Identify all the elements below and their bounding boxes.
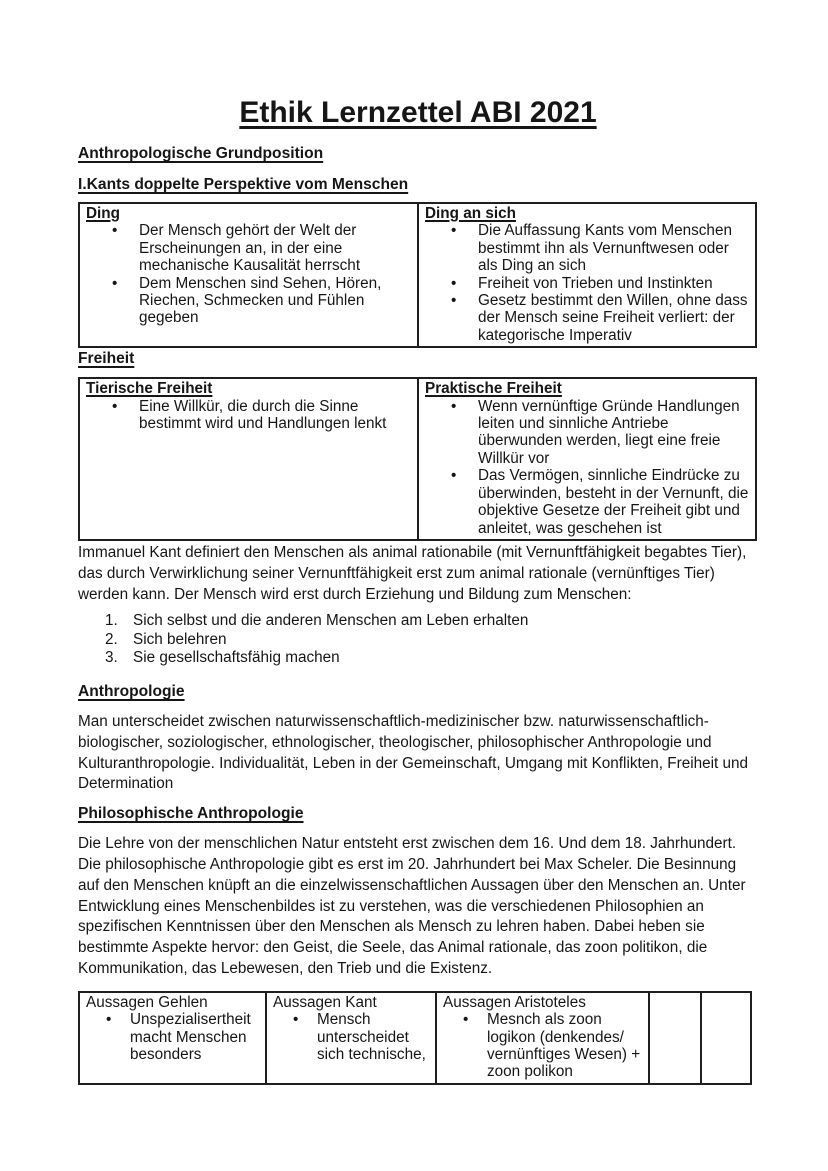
bullet-list-ding-an-sich: [425, 222, 749, 344]
list-item: • Die Auffassung Kants vom Menschen bestimmt ihn als Vernunftwesen oder als Ding an sich: [478, 222, 749, 274]
numbered-list-erziehung: [78, 612, 758, 668]
table-row: [79, 203, 756, 347]
bullet-list-aussagen-aristoteles: [443, 1011, 642, 1081]
paragraph-kant-definition: Immanuel Kant definiert den Menschen als animal rationabile (mit Vernunftfähigkeit begabtes Tier), das durch Verwirklichung seiner Vernunftfähigkeit erst zum animal rationale (vernünftiges Tier) werden kann. Der Mensch wird erst durch Erziehung und Bildung zum Menschen:: [78, 543, 747, 603]
cell-tierische-freiheit: [79, 378, 418, 540]
list-item: • Das Vermögen, sinnliche Eindrücke zu überwinden, besteht in der Vernunft, die objektive Gesetze der Freiheit gibt und anleitet, was geschehen ist: [478, 467, 749, 537]
list-item: • Der Mensch gehört der Welt der Erscheinungen an, in der eine mechanische Kausalität herrscht: [139, 222, 411, 274]
cell-empty-1: [649, 992, 701, 1084]
cell-ding: [79, 203, 418, 347]
list-item: • Unspezialisertheit macht Menschen besonders: [130, 1011, 259, 1063]
cell-aussagen-kant: [266, 992, 436, 1084]
list-item: • Wenn vernünftige Gründe Handlungen leiten und sinnliche Antriebe überwunden werden, liegt eine freie Willkür vor: [478, 398, 749, 468]
cell-aussagen-aristoteles: [436, 992, 649, 1084]
list-item: • Eine Willkür, die durch die Sinne bestimmt wird und Handlungen lenkt: [139, 398, 411, 433]
bullet-list-aussagen-kant: [273, 1011, 429, 1063]
table-row: [79, 378, 756, 540]
heading-anthropologische-grundposition: Anthropologische Grundposition: [78, 145, 324, 162]
table-freiheit: [78, 377, 757, 541]
list-item: Sich selbst und die anderen Menschen am Leben erhalten: [133, 612, 529, 630]
cell-empty-2: [701, 992, 751, 1084]
cell-aussagen-gehlen: [79, 992, 266, 1084]
paragraph-anthropologie: Man unterscheidet zwischen naturwissenschaftlich-medizinischer bzw. naturwissenschaftlich-biologischer, soziologischer, ethnologischer, theologischer, philosophischer Anthropologie und Kulturanthropologie. Individualität, Leben in der Gemeinschaft, Umgang mit Konflikten, Freiheit und Determination: [78, 713, 749, 793]
cell-header-aussagen-kant: Aussagen Kant: [273, 993, 377, 1011]
list-item: • Freiheit von Trieben und Instinkten: [478, 275, 749, 292]
cell-header-aussagen-gehlen: Aussagen Gehlen: [86, 993, 208, 1011]
table-row: [79, 992, 751, 1084]
page-title: Ethik Lernzettel ABI 2021: [239, 96, 597, 129]
cell-praktische-freiheit: [418, 378, 756, 540]
cell-header-praktische-freiheit: Praktische Freiheit: [425, 380, 562, 398]
list-item: Sie gesellschaftsfähig machen: [133, 649, 340, 667]
table-ding: [78, 202, 757, 348]
list-item: • Gesetz bestimmt den Willen, ohne dass der Mensch seine Freiheit verliert: der kategorische Imperativ: [478, 292, 749, 344]
cell-header-tierische-freiheit: Tierische Freiheit: [86, 380, 213, 398]
heading-philosophische-anthropologie: Philosophische Anthropologie: [78, 805, 304, 823]
bullet-list-tierische-freiheit: [86, 398, 411, 433]
bullet-list-praktische-freiheit: [425, 398, 749, 537]
bullet-list-aussagen-gehlen: [86, 1011, 259, 1063]
heading-kants-perspektive: I.Kants doppelte Perspektive vom Menschen: [78, 176, 409, 193]
cell-ding-an-sich: [418, 203, 756, 347]
list-item: • Mensch unterscheidet sich technische,: [317, 1011, 429, 1063]
cell-header-aussagen-aristoteles: Aussagen Aristoteles: [443, 993, 586, 1011]
table-aussagen: [78, 991, 752, 1085]
cell-header-ding-an-sich: Ding an sich: [425, 205, 516, 222]
list-item: Sich belehren: [133, 630, 227, 648]
list-item: • Dem Menschen sind Sehen, Hören, Riechen, Schmecken und Fühlen gegeben: [139, 275, 411, 327]
list-item: • Mesnch als zoon logikon (denkendes/ vernünftiges Wesen) + zoon polikon: [487, 1011, 642, 1081]
paragraph-philosophische-anthropologie: Die Lehre von der menschlichen Natur entsteht erst zwischen dem 16. Und dem 18. Jahrhundert. Die philosophische Anthropologie gibt es erst im 20. Jahrhundert bei Max Scheler. Die Besinnung auf den Menschen knüpft an die einzelwissenschaftlichen Aussagen über den Menschen an. Unter Entwicklung eines Menschenbildes ist zu verstehen, was die verschiedenen Philosophien an spezifischen Kenntnissen über den Menschen als Mensch zu lehren haben. Dabei heben sie bestimmte Aspekte hervor: den Geist, die Seele, das Animal rationale, das zoon politikon, die Kommunikation, das Lebewesen, den Trieb und die Existenz.: [78, 835, 746, 978]
cell-header-ding: Ding: [86, 205, 120, 222]
bullet-list-ding: [86, 222, 411, 326]
heading-freiheit: Freiheit: [78, 350, 135, 368]
heading-anthropologie: Anthropologie: [78, 683, 185, 701]
